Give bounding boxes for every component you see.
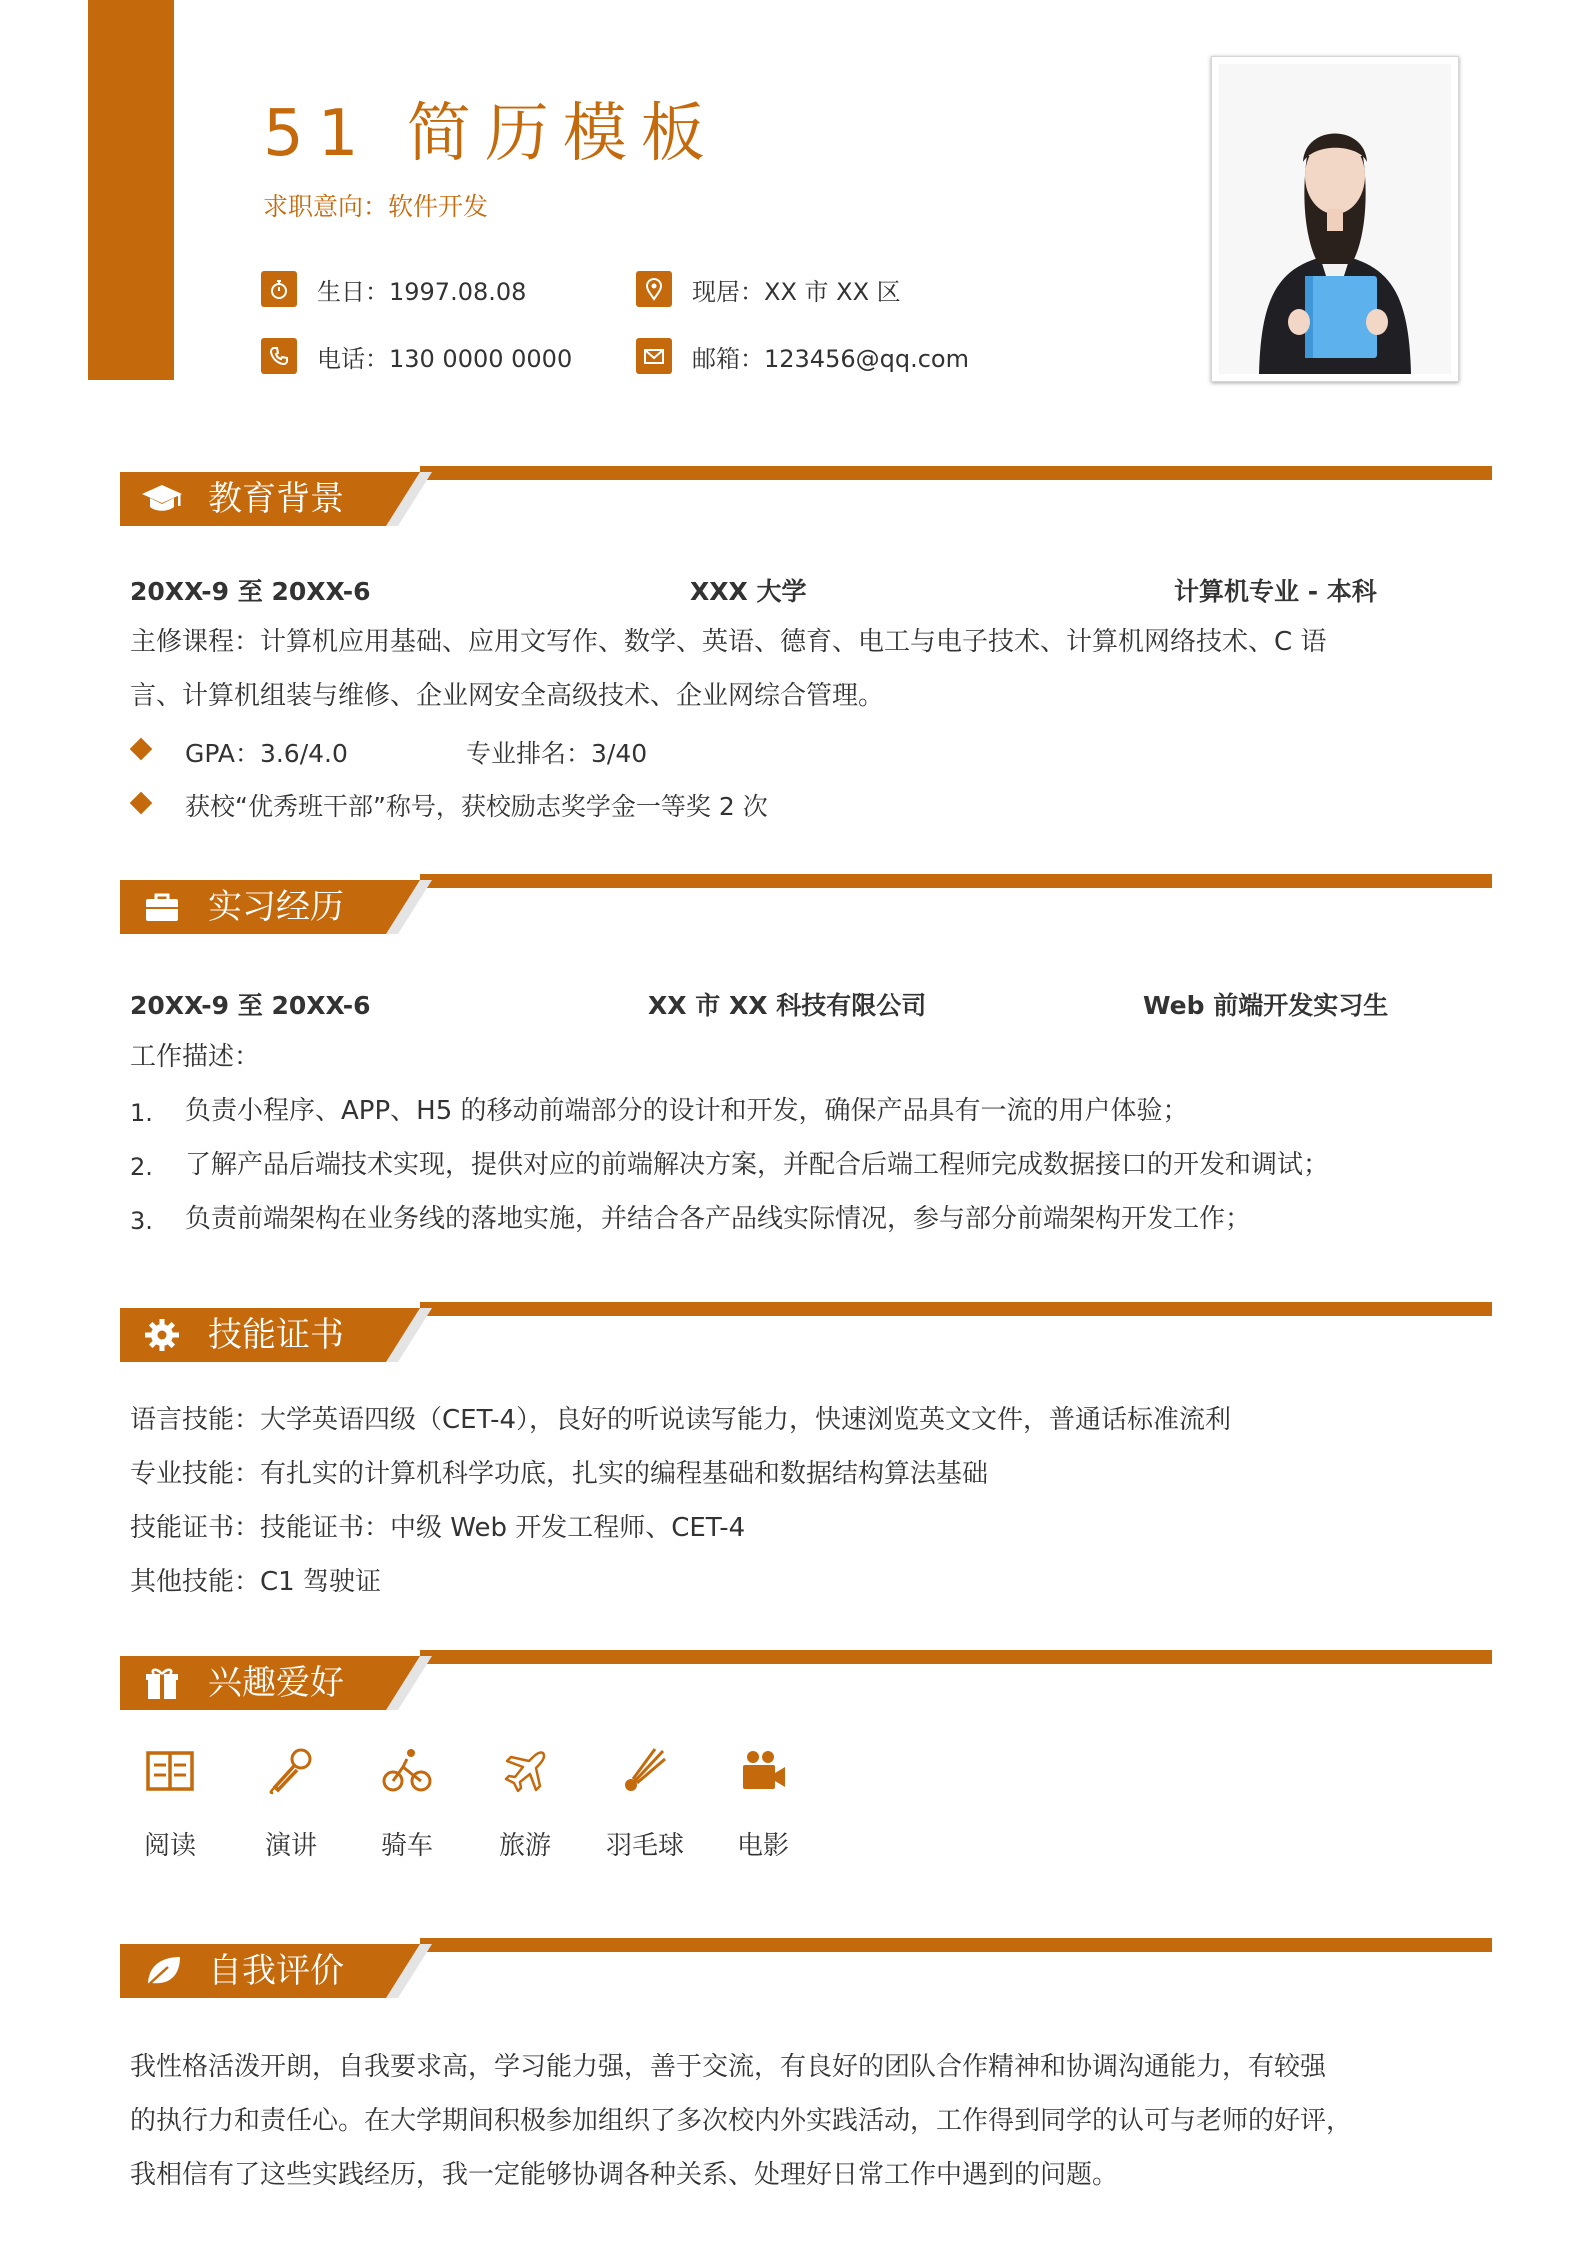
bicycle-icon <box>381 1745 433 1797</box>
education-rank: 专业排名：3/40 <box>466 739 648 768</box>
hobby-reading <box>125 1745 215 1862</box>
info-location <box>636 271 901 307</box>
bullet-diamond <box>130 792 153 815</box>
list-item-number: 2. <box>130 1153 153 1181</box>
phone-text: 电话：130 0000 0000 <box>317 344 573 373</box>
hobby-cycling <box>362 1745 452 1862</box>
education-period: 20XX-9 至 20XX-6 <box>130 577 371 606</box>
section-title-internship: 实习经历 <box>208 887 344 927</box>
list-item: 了解产品后端技术实现，提供对应的前端解决方案，并配合后端工程师完成数据接口的开发和调试； <box>185 1150 1330 1180</box>
section-title-education: 教育背景 <box>208 479 344 519</box>
book-icon <box>144 1745 196 1797</box>
skill-line: 其他技能：C1 驾驶证 <box>130 1567 381 1597</box>
info-email <box>636 338 969 374</box>
briefcase-icon <box>140 889 184 925</box>
leaf-icon <box>140 1953 184 1989</box>
gift-icon <box>140 1665 184 1701</box>
birthday-text: 生日：1997.08.08 <box>317 277 527 306</box>
job-intent: 求职意向：软件开发 <box>263 192 489 221</box>
hobby-label: 阅读 <box>143 1831 196 1861</box>
hobby-badminton <box>600 1745 690 1862</box>
video-camera-icon <box>737 1745 789 1797</box>
resume-name: 51 简历模板 <box>263 97 719 171</box>
phone-icon <box>261 338 297 374</box>
skill-line: 语言技能：大学英语四级（CET-4），良好的听说读写能力，快速浏览英文文件，普通话标准流利 <box>130 1405 1232 1435</box>
hobby-label: 旅游 <box>498 1831 551 1861</box>
list-item-number: 1. <box>130 1099 153 1127</box>
self-eval-line: 的执行力和责任心。在大学期间积极参加组织了多次校内外实践活动，工作得到同学的认可与老师的好评， <box>130 2106 1353 2136</box>
self-eval-line: 我相信有了这些实践经历，我一定能够协调各种关系、处理好日常工作中遇到的问题。 <box>130 2160 1119 2190</box>
hobby-label: 骑车 <box>380 1831 433 1861</box>
internship-company: XX 市 XX 科技有限公司 <box>648 991 927 1020</box>
bullet-diamond <box>130 738 153 761</box>
internship-desc-label: 工作描述： <box>130 1042 261 1072</box>
internship-period: 20XX-9 至 20XX-6 <box>130 991 371 1020</box>
info-phone <box>261 338 572 374</box>
list-item-number: 3. <box>130 1207 153 1235</box>
self-eval-line: 我性格活泼开朗，自我要求高，学习能力强，善于交流，有良好的团队合作精神和协调沟通能力，有较强 <box>130 2052 1327 2082</box>
location-text: 现居：XX 市 XX 区 <box>692 277 901 306</box>
education-gpa: GPA：3.6/4.0 <box>185 739 348 768</box>
list-item: 负责小程序、APP、H5 的移动前端部分的设计和开发，确保产品具有一流的用户体验； <box>185 1096 1189 1126</box>
hobby-movies <box>718 1745 808 1862</box>
education-courses-line-1: 主修课程：计算机应用基础、应用文写作、数学、英语、德育、电工与电子技术、计算机网络技术、C 语 <box>130 627 1327 657</box>
stopwatch-icon <box>261 271 297 307</box>
envelope-icon <box>636 338 672 374</box>
airplane-icon <box>499 1745 551 1797</box>
section-title-self-eval: 自我评价 <box>208 1951 344 1991</box>
hobby-speech <box>246 1745 336 1862</box>
hobby-label: 羽毛球 <box>605 1831 684 1861</box>
skill-line: 技能证书：技能证书：中级 Web 开发工程师、CET-4 <box>130 1513 746 1543</box>
profile-photo <box>1211 56 1459 382</box>
shuttlecock-icon <box>619 1745 671 1797</box>
education-courses-line-2: 言、计算机组装与维修、企业网安全高级技术、企业网综合管理。 <box>130 681 885 711</box>
email-text: 邮箱：123456@qq.com <box>692 344 969 373</box>
section-internship-header <box>120 874 1492 934</box>
internship-role: Web 前端开发实习生 <box>1143 991 1389 1020</box>
education-award: 获校“优秀班干部”称号，获校励志奖学金一等奖 2 次 <box>185 792 768 821</box>
section-skills-header <box>120 1302 1492 1362</box>
hobby-travel <box>480 1745 570 1862</box>
list-item: 负责前端架构在业务线的落地实施，并结合各产品线实际情况，参与部分前端架构开发工作； <box>185 1204 1252 1234</box>
info-birthday <box>261 271 526 307</box>
section-title-skills: 技能证书 <box>208 1315 344 1355</box>
education-school: XXX 大学 <box>690 577 807 606</box>
header-accent-bar <box>88 0 174 380</box>
hobby-label: 电影 <box>736 1831 789 1861</box>
section-title-hobbies: 兴趣爱好 <box>208 1663 344 1703</box>
gear-icon <box>140 1317 184 1353</box>
section-education-header <box>120 466 1492 526</box>
skill-line: 专业技能：有扎实的计算机科学功底，扎实的编程基础和数据结构算法基础 <box>130 1459 989 1489</box>
graduation-cap-icon <box>140 481 184 517</box>
section-hobbies-header <box>120 1650 1492 1710</box>
education-major: 计算机专业 - 本科 <box>1174 577 1377 606</box>
location-pin-icon <box>636 271 672 307</box>
hobby-label: 演讲 <box>264 1831 317 1861</box>
section-self-eval-header <box>120 1938 1492 1998</box>
microphone-icon <box>265 1745 317 1797</box>
